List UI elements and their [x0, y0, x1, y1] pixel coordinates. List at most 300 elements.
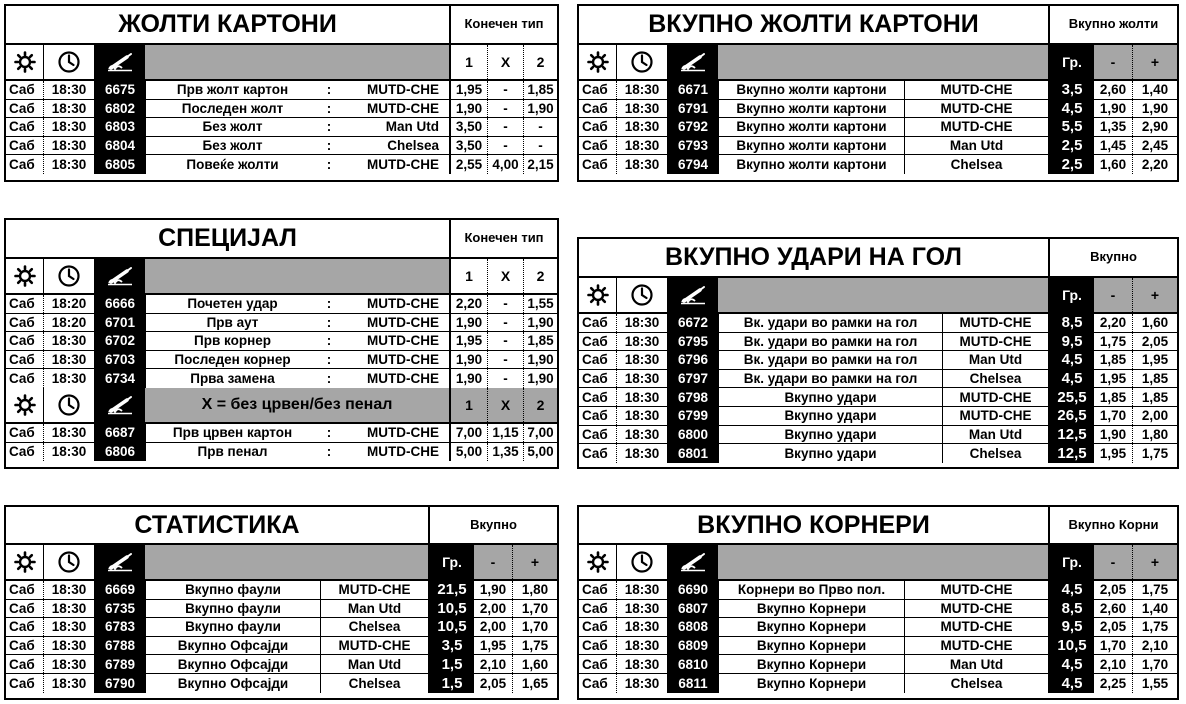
market-name: Вкупно Офсајди	[145, 655, 320, 673]
market-name: Прв пенал	[145, 443, 319, 462]
odds-cell-2: -	[523, 137, 557, 155]
day-cell: Саб	[6, 314, 44, 332]
market-name: Вк. удари во рамки на гол	[718, 351, 942, 369]
code-cell: 6806	[95, 443, 145, 462]
table-row	[6, 118, 557, 137]
day-cell: Саб	[579, 351, 617, 369]
line-cell: 4,5	[1050, 370, 1094, 388]
over-odds: 1,40	[1132, 600, 1177, 618]
day-cell: Саб	[579, 655, 617, 673]
over-odds: 1,80	[512, 581, 557, 599]
time-cell: 18:30	[617, 637, 668, 655]
code-cell: 6798	[668, 388, 718, 406]
day-cell: Саб	[579, 600, 617, 618]
team-cell: MUTD-CHE	[339, 155, 451, 174]
team-cell: MUTD-CHE	[339, 424, 451, 442]
time-cell: 18:30	[44, 155, 95, 174]
odds-cell-2: 1,90	[523, 351, 557, 369]
table-row	[579, 581, 1177, 600]
time-cell: 18:30	[617, 314, 668, 332]
over-odds: 1,65	[512, 674, 557, 693]
time-cell: 18:30	[44, 618, 95, 636]
table-row	[579, 637, 1177, 656]
team-cell: MUTD-CHE	[339, 314, 451, 332]
over-odds: 1,70	[512, 618, 557, 636]
under-odds: 1,95	[1099, 445, 1127, 461]
code-cell: 6792	[668, 118, 718, 136]
under-odds: 1,85	[1099, 389, 1127, 405]
market-name: Вкупно удари	[718, 388, 942, 406]
odds-header-0: 1	[465, 268, 473, 284]
time-cell: 18:30	[617, 81, 668, 99]
odds-header-2: 2	[523, 259, 557, 293]
day-cell: Саб	[6, 637, 44, 655]
code-cell: 6808	[668, 618, 718, 636]
table-row	[6, 443, 557, 462]
table-row	[579, 370, 1177, 389]
table-row	[6, 600, 557, 619]
code-cell: 6802	[95, 100, 145, 118]
market-name: Вкупно удари	[718, 444, 942, 463]
odds-header-1: X	[487, 45, 523, 79]
divider-odds-header-0: 1	[451, 388, 487, 422]
day-cell: Саб	[6, 424, 44, 442]
under-odds: 1,75	[1099, 333, 1127, 349]
grey-header-bar	[145, 259, 451, 293]
market-name: Последен жолт	[145, 100, 319, 118]
day-cell: Саб	[579, 618, 617, 636]
team-cell: MUTD-CHE	[942, 314, 1050, 332]
market-name: Корнери во Прво пол.	[718, 581, 904, 599]
sun-icon	[579, 545, 617, 579]
time-cell: 18:30	[617, 444, 668, 463]
time-cell: 18:30	[617, 426, 668, 444]
day-cell: Саб	[6, 155, 44, 174]
team-cell: MUTD-CHE	[339, 295, 451, 313]
day-cell: Саб	[6, 332, 44, 350]
table-row	[579, 81, 1177, 100]
under-odds: 1,90	[479, 582, 507, 598]
team-cell: Chelsea	[942, 370, 1050, 388]
table-row	[6, 351, 557, 370]
table-row	[579, 333, 1177, 352]
code-cell: 6789	[95, 655, 145, 673]
table-row	[6, 581, 557, 600]
over-odds: 1,85	[1132, 388, 1177, 406]
code-cell: 6690	[668, 581, 718, 599]
market-name: Прв корнер	[145, 332, 319, 350]
team-cell: Man Utd	[904, 655, 1050, 673]
team-cell: MUTD-CHE	[942, 407, 1050, 425]
under-odds: 1,45	[1099, 138, 1127, 154]
clock-icon	[617, 45, 668, 79]
odds-cell-0: 1,95	[455, 333, 483, 349]
line-cell: 10,5	[1050, 637, 1094, 655]
line-cell: 12,5	[1050, 444, 1094, 463]
market-name: Вкупно Офсајди	[145, 674, 320, 693]
time-cell: 18:30	[617, 118, 668, 136]
over-header: +	[1132, 545, 1177, 579]
odds-cell-1: -	[487, 351, 523, 369]
day-cell: Саб	[6, 618, 44, 636]
table-row	[579, 388, 1177, 407]
icon-row	[579, 545, 1177, 581]
over-header: +	[1132, 45, 1177, 79]
day-cell: Саб	[579, 370, 617, 388]
time-cell: 18:30	[44, 655, 95, 673]
table-row	[6, 332, 557, 351]
odds-cell-2: 1,85	[523, 332, 557, 350]
panel-header	[6, 220, 557, 259]
table-row	[579, 655, 1177, 674]
time-cell: 18:30	[617, 100, 668, 118]
over-header: +	[512, 545, 557, 579]
code-cell: 6805	[95, 155, 145, 174]
table-row	[6, 314, 557, 333]
line-cell: 10,5	[430, 618, 474, 636]
panel-caption: Конечен тип	[464, 16, 544, 32]
divider-label: X = без црвен/без пенал	[145, 388, 451, 422]
day-cell: Саб	[6, 81, 44, 99]
odds-cell-1: 4,00	[487, 155, 523, 174]
over-odds: 1,40	[1132, 81, 1177, 99]
sun-icon	[6, 45, 44, 79]
under-odds: 1,35	[1099, 119, 1127, 135]
panel-header	[579, 6, 1177, 45]
day-cell: Саб	[579, 100, 617, 118]
line-cell: 12,5	[1050, 426, 1094, 444]
market-name: Вк. удари во рамки на гол	[718, 314, 942, 332]
time-cell: 18:30	[44, 600, 95, 618]
pen-icon	[668, 545, 718, 579]
line-cell: 9,5	[1050, 618, 1094, 636]
sun-icon	[6, 259, 44, 293]
market-name: Вкупно фаули	[145, 600, 320, 618]
code-cell: 6675	[95, 81, 145, 99]
icon-row	[6, 259, 557, 295]
code-cell: 6801	[668, 444, 718, 463]
odds-header-1: X	[487, 259, 523, 293]
odds-cell-2: 1,55	[523, 295, 557, 313]
time-cell: 18:30	[44, 637, 95, 655]
team-cell: Chelsea	[904, 155, 1050, 174]
odds-cell-0: 3,50	[455, 138, 483, 154]
time-cell: 18:30	[44, 443, 95, 462]
code-cell: 6807	[668, 600, 718, 618]
line-cell: 4,5	[1050, 100, 1094, 118]
odds-cell-2: 1,90	[523, 100, 557, 118]
rows	[6, 581, 557, 693]
code-cell: 6803	[95, 118, 145, 136]
team-cell: MUTD-CHE	[904, 637, 1050, 655]
team-cell: MUTD-CHE	[320, 637, 430, 655]
odds-header-2: 2	[523, 45, 557, 79]
time-cell: 18:30	[44, 81, 95, 99]
table-row	[6, 424, 557, 443]
market-name: Почетен удар	[145, 295, 319, 313]
odds-cell-1: 1,35	[487, 443, 523, 462]
colon-separator: :	[326, 157, 332, 173]
panel-title: ВКУПНО УДАРИ НА ГОЛ	[579, 239, 1050, 276]
odds-cell-0: 1,95	[455, 82, 483, 98]
team-cell: Chelsea	[320, 618, 430, 636]
under-odds: 2,20	[1099, 315, 1127, 331]
table-row	[579, 351, 1177, 370]
team-cell: MUTD-CHE	[339, 443, 451, 462]
day-cell: Саб	[579, 407, 617, 425]
code-cell: 6701	[95, 314, 145, 332]
code-cell: 6809	[668, 637, 718, 655]
table-row	[579, 155, 1177, 174]
line-header: Гр.	[1050, 45, 1094, 79]
panel-caption: Конечен тип	[464, 230, 544, 246]
panel-title: СПЕЦИЈАЛ	[6, 220, 451, 257]
code-cell: 6790	[95, 674, 145, 693]
line-cell: 3,5	[1050, 81, 1094, 99]
over-header: +	[1132, 278, 1177, 312]
day-cell: Саб	[579, 155, 617, 174]
time-cell: 18:30	[617, 674, 668, 693]
panel-special	[4, 218, 559, 469]
time-cell: 18:30	[44, 332, 95, 350]
odds-cell-0: 7,00	[455, 425, 483, 441]
line-cell: 26,5	[1050, 407, 1094, 425]
market-name: Прв црвен картон	[145, 424, 319, 442]
market-name: Вкупно жолти картони	[718, 100, 904, 118]
market-name: Вк. удари во рамки на гол	[718, 370, 942, 388]
market-name: Прв жолт картон	[145, 81, 319, 99]
time-cell: 18:30	[617, 155, 668, 174]
market-name: Вкупно жолти картони	[718, 155, 904, 174]
pen-icon	[668, 278, 718, 312]
time-cell: 18:30	[44, 581, 95, 599]
market-name: Вкупно удари	[718, 426, 942, 444]
day-cell: Саб	[579, 388, 617, 406]
odds-cell-2: -	[523, 118, 557, 136]
panel-header	[6, 6, 557, 45]
divider-odds-header-1: X	[487, 388, 523, 422]
odds-cell-0: 5,00	[455, 444, 483, 460]
odds-cell-0: 1,90	[455, 314, 483, 330]
line-cell: 2,5	[1050, 155, 1094, 174]
over-odds: 2,00	[1132, 407, 1177, 425]
code-cell: 6788	[95, 637, 145, 655]
pen-icon	[95, 45, 145, 79]
time-cell: 18:20	[44, 295, 95, 313]
clock-icon	[617, 545, 668, 579]
odds-header-0: 1	[465, 54, 473, 70]
code-cell: 6794	[668, 155, 718, 174]
team-cell: Chelsea	[320, 674, 430, 693]
day-cell: Саб	[6, 351, 44, 369]
day-cell: Саб	[579, 314, 617, 332]
market-name: Вкупно удари	[718, 407, 942, 425]
time-cell: 18:30	[44, 424, 95, 442]
code-cell: 6810	[668, 655, 718, 673]
day-cell: Саб	[6, 137, 44, 155]
day-cell: Саб	[6, 100, 44, 118]
time-cell: 18:30	[617, 581, 668, 599]
table-row	[579, 426, 1177, 445]
market-name: Вкупно фаули	[145, 581, 320, 599]
market-name: Вкупно жолти картони	[718, 81, 904, 99]
table-row	[6, 655, 557, 674]
market-name: Прв аут	[145, 314, 319, 332]
over-odds: 1,75	[1132, 581, 1177, 599]
odds-cell-2: 7,00	[523, 424, 557, 442]
colon-separator: :	[326, 352, 332, 368]
market-name: Вкупно жолти картони	[718, 118, 904, 136]
time-cell: 18:30	[617, 655, 668, 673]
icon-row	[579, 45, 1177, 81]
code-cell: 6793	[668, 137, 718, 155]
panel-total-yellow-cards	[577, 4, 1179, 182]
odds-cell-1: -	[487, 118, 523, 136]
panel-title: СТАТИСТИКА	[6, 507, 430, 543]
code-cell: 6804	[95, 137, 145, 155]
line-cell: 9,5	[1050, 333, 1094, 351]
table-row	[579, 100, 1177, 119]
over-odds: 1,70	[512, 600, 557, 618]
grey-header-bar	[145, 45, 451, 79]
line-cell: 4,5	[1050, 581, 1094, 599]
team-cell: MUTD-CHE	[904, 118, 1050, 136]
code-cell: 6791	[668, 100, 718, 118]
code-cell: 6797	[668, 370, 718, 388]
day-cell: Саб	[6, 443, 44, 462]
rows	[6, 424, 557, 461]
rows	[6, 295, 557, 388]
code-cell: 6796	[668, 351, 718, 369]
time-cell: 18:30	[617, 600, 668, 618]
market-name: Последен корнер	[145, 351, 319, 369]
line-cell: 25,5	[1050, 388, 1094, 406]
panel-statistics	[4, 505, 559, 700]
team-cell: MUTD-CHE	[904, 618, 1050, 636]
colon-separator: :	[326, 119, 332, 135]
market-name: Вкупно Офсајди	[145, 637, 320, 655]
market-name: Вкупно фаули	[145, 618, 320, 636]
odds-cell-2: 1,85	[523, 81, 557, 99]
code-cell: 6703	[95, 351, 145, 369]
table-row	[579, 314, 1177, 333]
table-row	[579, 407, 1177, 426]
under-odds: 2,60	[1099, 82, 1127, 98]
odds-cell-1: -	[487, 314, 523, 332]
over-odds: 2,45	[1132, 137, 1177, 155]
colon-separator: :	[326, 296, 332, 312]
team-cell: MUTD-CHE	[904, 600, 1050, 618]
time-cell: 18:30	[617, 351, 668, 369]
under-header: -	[1094, 45, 1132, 79]
odds-cell-1: -	[487, 332, 523, 350]
colon-separator: :	[326, 333, 332, 349]
over-odds: 1,95	[1132, 351, 1177, 369]
market-name: Вк. удари во рамки на гол	[718, 333, 942, 351]
code-cell: 6800	[668, 426, 718, 444]
table-row	[6, 81, 557, 100]
over-odds: 1,60	[1132, 314, 1177, 332]
code-cell: 6669	[95, 581, 145, 599]
table-row	[579, 600, 1177, 619]
under-odds: 1,90	[1099, 426, 1127, 442]
sun-icon	[579, 278, 617, 312]
odds-cell-1: -	[487, 100, 523, 118]
panel-header	[6, 507, 557, 545]
icon-row	[579, 278, 1177, 314]
odds-cell-1: 1,15	[487, 424, 523, 442]
day-cell: Саб	[6, 600, 44, 618]
market-name: Вкупно Корнери	[718, 600, 904, 618]
team-cell: MUTD-CHE	[339, 351, 451, 369]
day-cell: Саб	[6, 674, 44, 693]
time-cell: 18:20	[44, 314, 95, 332]
panel-title: ВКУПНО ЖОЛТИ КАРТОНИ	[579, 6, 1050, 43]
day-cell: Саб	[579, 333, 617, 351]
team-cell: Chelsea	[942, 444, 1050, 463]
market-name: Прва замена	[145, 369, 319, 388]
team-cell: MUTD-CHE	[904, 100, 1050, 118]
under-odds: 1,60	[1099, 157, 1127, 173]
odds-cell-2: 5,00	[523, 443, 557, 462]
odds-cell-0: 2,20	[455, 296, 483, 312]
time-cell: 18:30	[617, 370, 668, 388]
under-odds: 2,00	[479, 619, 507, 635]
rows	[579, 81, 1177, 174]
table-row	[579, 618, 1177, 637]
panel-title: ВКУПНО КОРНЕРИ	[579, 507, 1050, 543]
time-cell: 18:30	[44, 137, 95, 155]
sun-icon	[6, 388, 44, 422]
day-cell: Саб	[6, 655, 44, 673]
over-odds: 1,85	[1132, 370, 1177, 388]
day-cell: Саб	[579, 444, 617, 463]
grey-header-bar	[718, 45, 1050, 79]
under-odds: 2,10	[1099, 656, 1127, 672]
pen-icon	[95, 545, 145, 579]
under-odds: 1,90	[1099, 100, 1127, 116]
table-row	[579, 118, 1177, 137]
table-row	[579, 674, 1177, 693]
team-cell: MUTD-CHE	[339, 81, 451, 99]
colon-separator: :	[326, 138, 332, 154]
rows	[6, 81, 557, 174]
odds-cell-2: 1,90	[523, 369, 557, 388]
line-cell: 1,5	[430, 674, 474, 693]
line-cell: 4,5	[1050, 351, 1094, 369]
over-odds: 1,70	[1132, 655, 1177, 673]
line-cell: 21,5	[430, 581, 474, 599]
line-cell: 2,5	[1050, 137, 1094, 155]
time-cell: 18:30	[617, 333, 668, 351]
market-name: Вкупно Корнери	[718, 674, 904, 693]
under-odds: 1,70	[1099, 408, 1127, 424]
code-cell: 6735	[95, 600, 145, 618]
team-cell: MUTD-CHE	[942, 388, 1050, 406]
market-name: Вкупно Корнери	[718, 655, 904, 673]
team-cell: MUTD-CHE	[320, 581, 430, 599]
day-cell: Саб	[579, 118, 617, 136]
time-cell: 18:30	[44, 118, 95, 136]
table-row	[579, 444, 1177, 463]
team-cell: Man Utd	[942, 351, 1050, 369]
under-odds: 1,85	[1099, 352, 1127, 368]
time-cell: 18:30	[617, 618, 668, 636]
day-cell: Саб	[579, 637, 617, 655]
table-row	[579, 137, 1177, 156]
panel-yellow-cards	[4, 4, 559, 182]
under-odds: 2,05	[1099, 582, 1127, 598]
